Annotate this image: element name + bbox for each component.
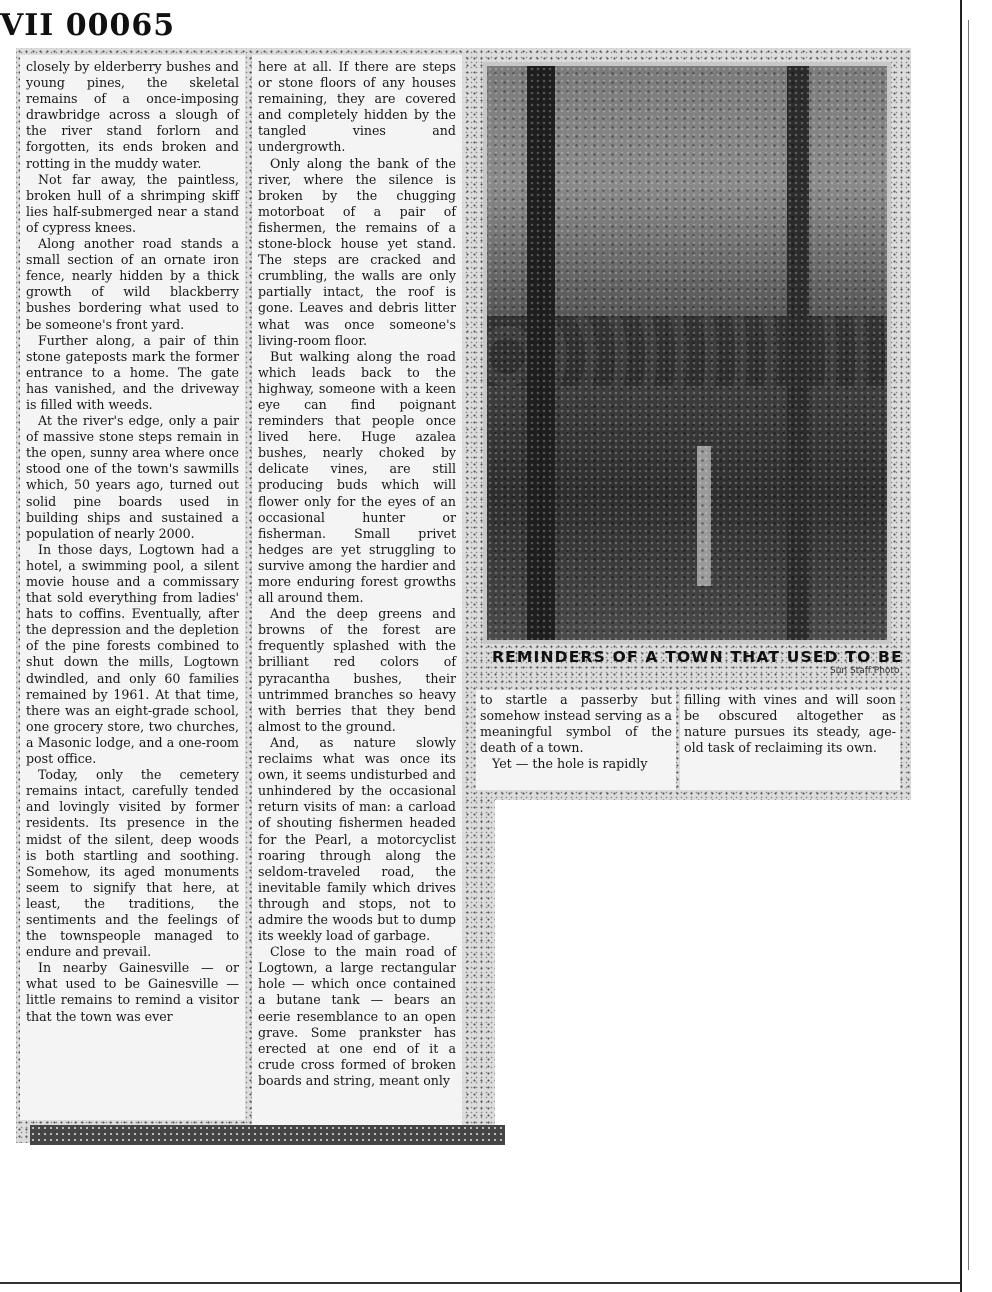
- paragraph: In nearby Gainesville — or what used to be Gainesville — little remains to remind a visitor that the town was ever: [26, 960, 239, 1024]
- paragraph: filling with vines and will soon be obscured altogether as nature pursues its steady, age-old task of reclaiming its own.: [684, 692, 896, 756]
- page-edge: [960, 0, 966, 1292]
- paragraph: Only along the bank of the river, where the silence is broken by the chugging motorboat of a pair of fishermen, the remains of a stone-block house yet stand. The steps are cracked and crumbling, the walls are only partially intact, the roof is gone. Leaves and debris litter what was once someone's living-room floor.: [258, 155, 456, 348]
- photo-credit: Sun Staff Photo: [830, 666, 900, 676]
- article-column-1: [20, 55, 245, 1120]
- clipping-cutout: [495, 800, 915, 1145]
- paragraph: In those days, Logtown had a hotel, a swimming pool, a silent movie house and a commissary that sold everything from ladies' hats to coffins. Eventually, after the depression and the depletion of the pine forests combined to shut down the mills, Logtown dwindled, and only 60 families remained by 1961. At that time, there was an eight-grade school, one grocery store, two churches, a Masonic lodge, and a one-room post office.: [26, 541, 239, 767]
- paragraph: Along another road stands a small section of an ornate iron fence, nearly hidden by a thick growth of wild blackberry bushes bordering what used to be someone's front yard.: [26, 236, 239, 332]
- photo-grain: [487, 66, 887, 640]
- paragraph: Today, only the cemetery remains intact, carefully tended and lovingly visited by former residents. Its presence in the midst of the silent, deep woods is both startling and soothing. Somehow, its aged monuments seem to signify that here, at least, the traditions, the sentiments and the feelings of the townspeople managed to endure and prevail.: [26, 767, 239, 960]
- paragraph: here at all. If there are steps or stone floors of any houses remaining, they are covered and completely hidden by the tangled vines and undergrowth.: [258, 59, 456, 155]
- page-edge-inner: [968, 20, 969, 1270]
- paragraph: to startle a passerby but somehow instead serving as a meaningful symbol of the death of a town.: [480, 692, 672, 756]
- clipping-bottom-edge: [30, 1125, 505, 1145]
- paragraph: And, as nature slowly reclaims what was once its own, it seems undisturbed and unhindered by the occasional return visits of man: a carload of shouting fishermen headed for the Pearl, a motorcyclist roaring through along the seldom-traveled road, the inevitable family which drives through and stops, not to admire the woods but to dump its weekly load of garbage.: [258, 734, 456, 944]
- article-column-4: [680, 690, 900, 790]
- article-column-2: [252, 55, 462, 1125]
- paragraph: Yet — the hole is rapidly: [492, 756, 648, 772]
- paragraph: At the river's edge, only a pair of massive stone steps remain in the open, sunny area where once stood one of the town's sawmills which, 50 years ago, turned out solid pine boards used in building ships and sustained a population of nearly 2000.: [26, 413, 239, 541]
- paragraph: But walking along the road which leads back to the highway, someone with a keen eye can find poignant reminders that people once lived here. Huge azalea bushes, nearly choked by delicate vines, are still producing buds which will flower only for the eyes of an occasional hunter or fisherman. Small privet hedges are yet struggling to survive among the hardier and more enduring forest growths all around them.: [258, 348, 456, 606]
- paragraph: Close to the main road of Logtown, a large rectangular hole — which once contained a butane tank — bears an eerie resemblance to an open grave. Some prankster has erected at one end of it a crude cross formed of broken boards and string, meant only: [258, 944, 456, 1088]
- article-column-3: [476, 690, 676, 790]
- photo-caption: REMINDERS OF A TOWN THAT USED TO BE: [492, 648, 903, 666]
- paragraph: And the deep greens and browns of the forest are frequently splashed with the brilliant red colors of pyracantha bushes, their untrimmed branches so heavy with berries that they bend almost to the ground.: [258, 606, 456, 734]
- forest-photo: [483, 62, 891, 644]
- page-bottom-edge: [0, 1282, 960, 1284]
- paragraph: closely by elderberry bushes and young pines, the skeletal remains of a once-imposing drawbridge across a slough of the river stand forlorn and forgotten, its ends broken and rotting in the muddy water.: [26, 59, 239, 171]
- page-number: VII 00065: [0, 8, 176, 43]
- paragraph: Further along, a pair of thin stone gateposts mark the former entrance to a home. The gate has vanished, and the driveway is filled with weeds.: [26, 332, 239, 412]
- paragraph: Not far away, the paintless, broken hull of a shrimping skiff lies half-submerged near a stand of cypress knees.: [26, 171, 239, 235]
